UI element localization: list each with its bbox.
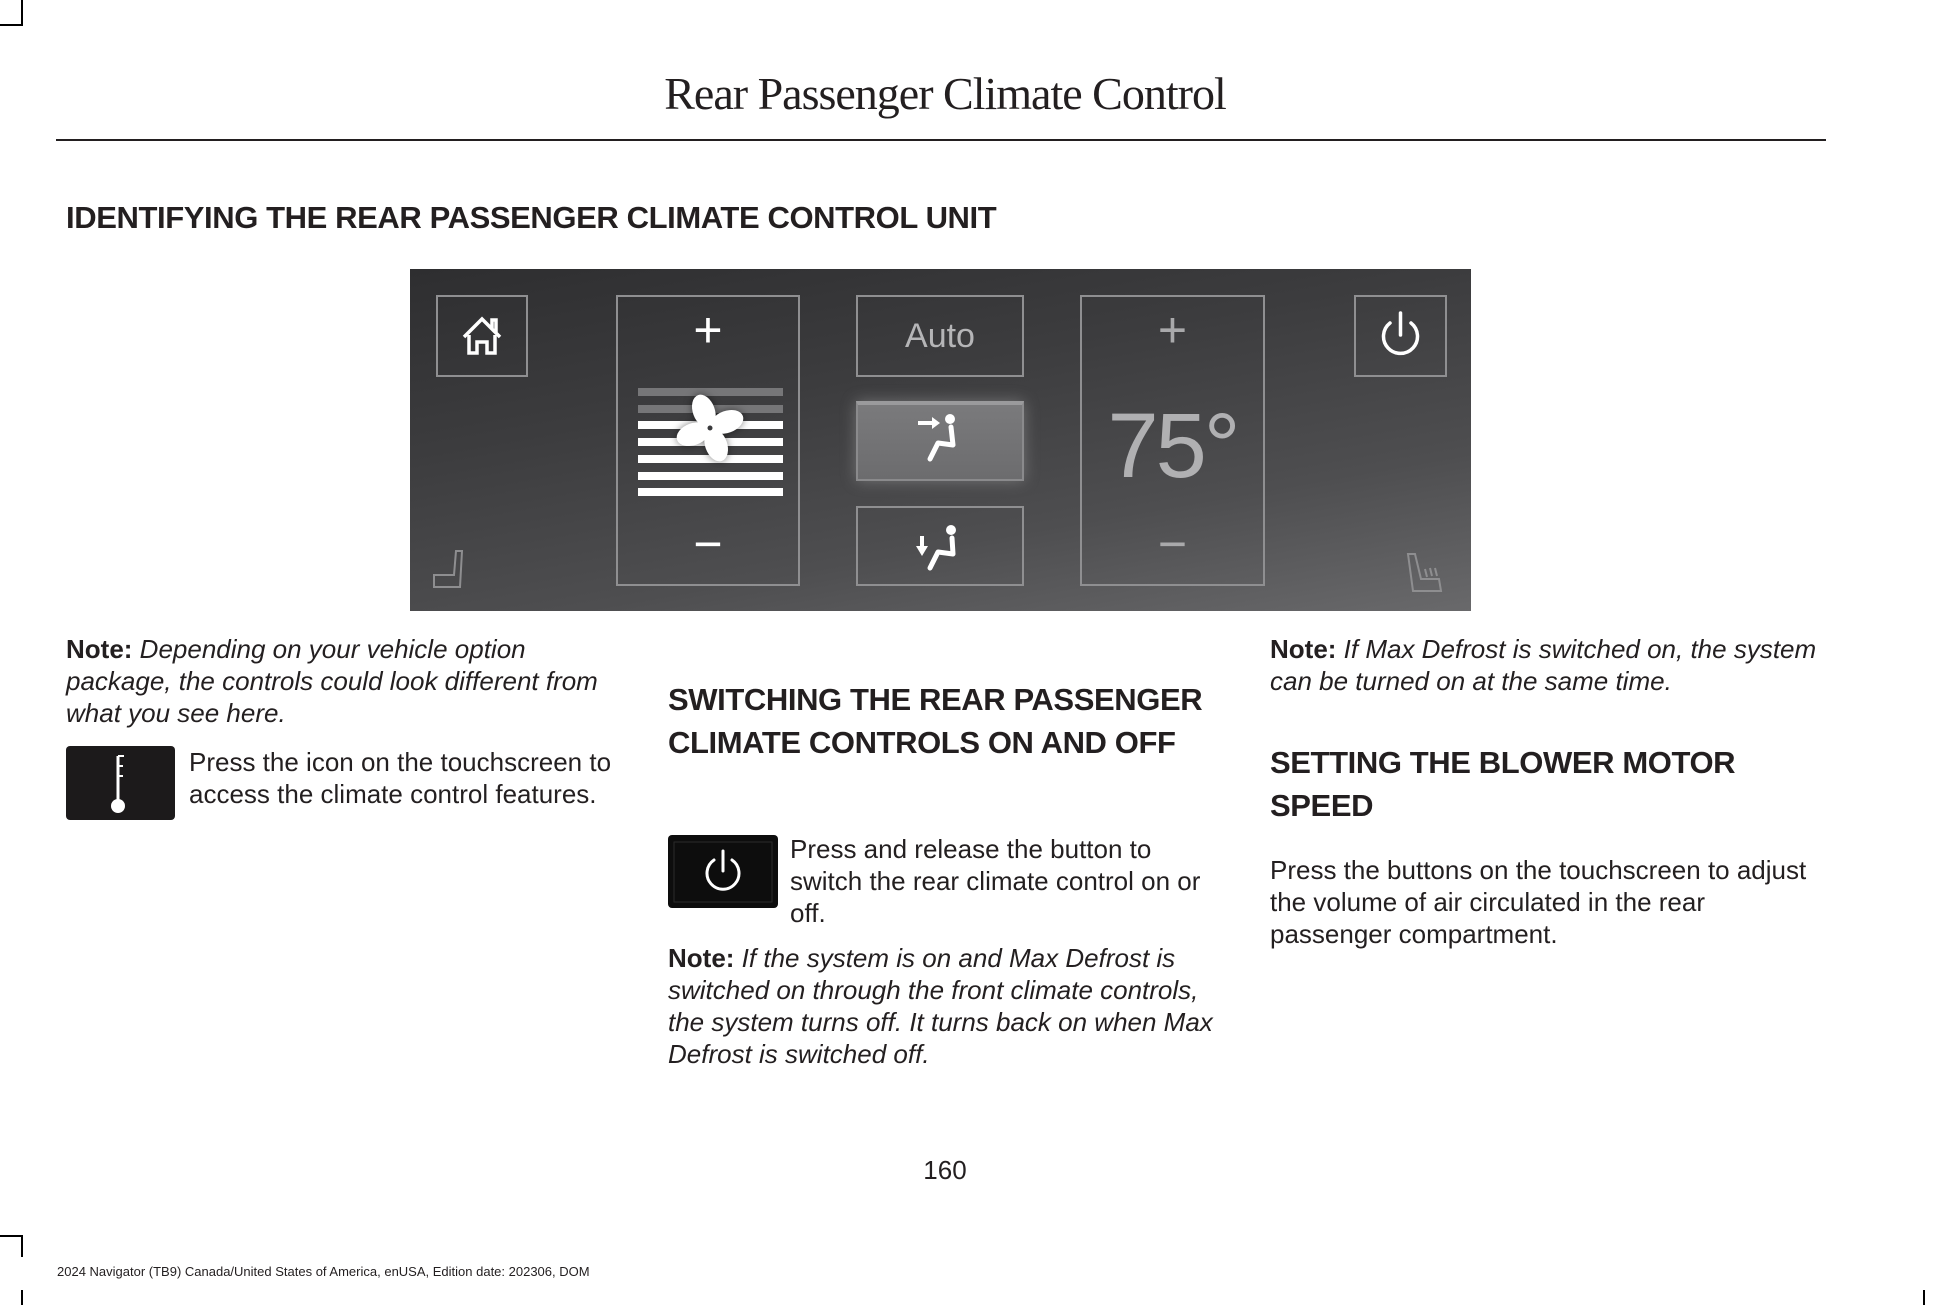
- crop-mark: [21, 1235, 23, 1257]
- auto-button[interactable]: [856, 295, 1024, 377]
- crop-mark: [21, 1290, 23, 1305]
- temperature-control: [1080, 295, 1265, 586]
- face-vent-mode-icon: [856, 401, 1024, 477]
- note-label: Note:: [1270, 634, 1337, 664]
- floor-vent-mode-button[interactable]: [856, 506, 1024, 586]
- blower-speed-control: [616, 295, 800, 586]
- home-button[interactable]: [436, 295, 528, 377]
- note-label: Note:: [66, 634, 133, 664]
- climate-control-panel: [410, 269, 1471, 611]
- power-icon: [1354, 295, 1447, 377]
- section-heading-identify: IDENTIFYING THE REAR PASSENGER CLIMATE CONTROL UNIT: [66, 200, 997, 235]
- temperature-decrease-button[interactable]: −: [1157, 516, 1188, 572]
- column-switching-note: [668, 942, 1228, 1070]
- fan-icon: [670, 388, 750, 468]
- thermometer-instruction: Press the icon on the touchscreen to access the climate control features.: [189, 747, 612, 809]
- home-icon: [436, 295, 528, 377]
- heated-seat-icon: [1405, 551, 1449, 595]
- note-text: Depending on your vehicle option package, the controls could look different from what you see here.: [66, 634, 598, 728]
- note-vehicle-option: [66, 633, 626, 729]
- floor-vent-mode-icon: [856, 506, 1024, 586]
- note-text: If Max Defrost is switched on, the system can be turned on at the same time.: [1270, 634, 1817, 696]
- blower-increase-button[interactable]: +: [693, 302, 723, 358]
- crop-mark: [21, 0, 23, 26]
- page-title: Rear Passenger Climate Control: [664, 68, 1226, 119]
- note-max-defrost: [1270, 633, 1830, 697]
- footer-edition: 2024 Navigator (TB9) Canada/United States of America, enUSA, Edition date: 202306, DOM: [57, 1264, 590, 1279]
- crop-mark: [0, 1235, 22, 1237]
- title-divider: [56, 139, 1826, 141]
- note-max-defrost-front: [668, 942, 1228, 1070]
- power-icon-tile: [668, 835, 778, 908]
- blower-level-bar: [638, 472, 783, 480]
- thermometer-icon: [66, 746, 175, 820]
- temperature-value: 75°: [1107, 395, 1238, 497]
- temperature-increase-button[interactable]: +: [1157, 302, 1188, 358]
- blower-level-bar: [638, 488, 783, 496]
- blower-body-text: Press the buttons on the touchscreen to adjust the volume of air circulated in the rear passenger compartment.: [1270, 855, 1807, 949]
- column-blower: [1270, 633, 1830, 697]
- crop-mark: [1923, 1290, 1925, 1305]
- page-number: 160: [923, 1155, 967, 1185]
- face-vent-mode-button[interactable]: [856, 401, 1024, 481]
- note-label: Note:: [668, 943, 735, 973]
- auto-label: Auto: [905, 317, 975, 355]
- power-instruction: Press and release the button to switch the rear climate control on or off.: [790, 834, 1201, 928]
- blower-decrease-button[interactable]: −: [693, 516, 723, 572]
- power-button[interactable]: [1354, 295, 1447, 377]
- section-heading-blower: SETTING THE BLOWER MOTOR SPEED: [1270, 745, 1736, 823]
- crop-mark: [0, 24, 22, 26]
- section-heading-switching: SWITCHING THE REAR PASSENGER CLIMATE CONTROLS ON AND OFF: [668, 682, 1203, 760]
- column-identify: [66, 633, 626, 729]
- power-icon: [668, 835, 778, 908]
- seat-icon: [430, 549, 470, 591]
- thermometer-icon-tile: [66, 746, 175, 820]
- note-text: If the system is on and Max Defrost is switched on through the front climate controls, the system turns off. It turns back on when Max Defrost is switched off.: [668, 943, 1213, 1069]
